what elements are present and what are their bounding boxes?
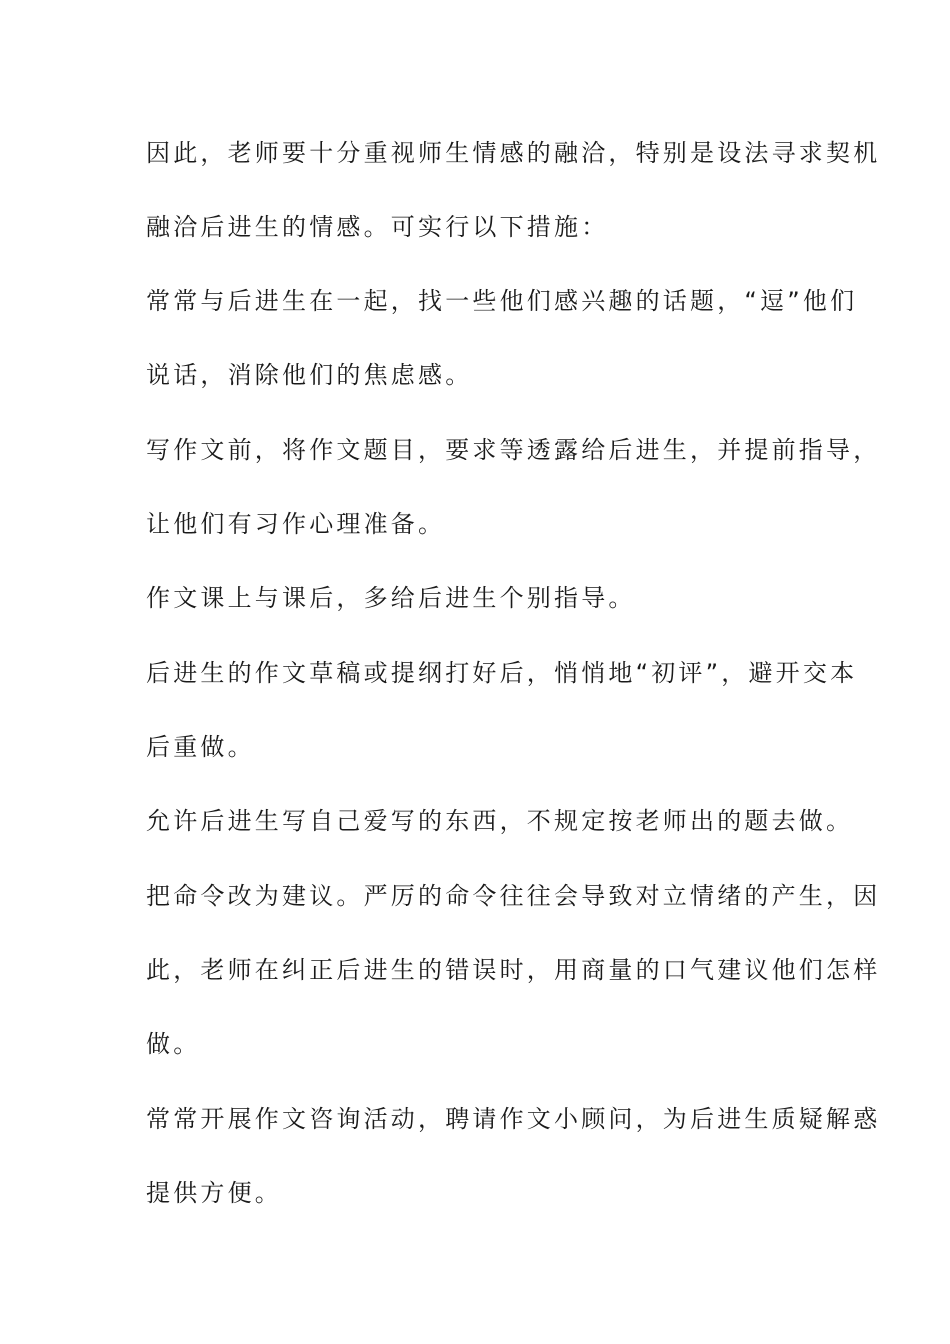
text-line-10: 允许后进生写自己爱写的东西，不规定按老师出的题去做。 (146, 807, 854, 835)
text-line-3: 常常与后进生在一起，找一些他们感兴趣的话题，“逗”他们 (146, 287, 858, 315)
text-line-2: 融洽后进生的情感。可实行以下措施： (146, 213, 609, 241)
text-line-13: 做。 (146, 1030, 201, 1058)
text-line-1: 因此，老师要十分重视师生情感的融洽，特别是设法寻求契机 (146, 139, 881, 167)
text-line-12: 此，老师在纠正后进生的错误时，用商量的口气建议他们怎样 (146, 956, 881, 984)
text-line-4: 说话，消除他们的焦虑感。 (146, 361, 473, 389)
text-line-7: 作文课上与课后，多给后进生个别指导。 (146, 584, 636, 612)
text-line-6: 让他们有习作心理准备。 (146, 510, 446, 538)
text-line-11: 把命令改为建议。严厉的命令往往会导致对立情绪的产生，因 (146, 882, 881, 910)
text-line-5: 写作文前，将作文题目，要求等透露给后进生，并提前指导， (146, 436, 881, 464)
text-line-8: 后进生的作文草稿或提纲打好后，悄悄地“初评”，避开交本 (146, 659, 858, 687)
text-line-15: 提供方便。 (146, 1179, 282, 1207)
text-line-9: 后重做。 (146, 733, 255, 761)
text-line-14: 常常开展作文咨询活动，聘请作文小顾问，为后进生质疑解惑 (146, 1105, 881, 1133)
